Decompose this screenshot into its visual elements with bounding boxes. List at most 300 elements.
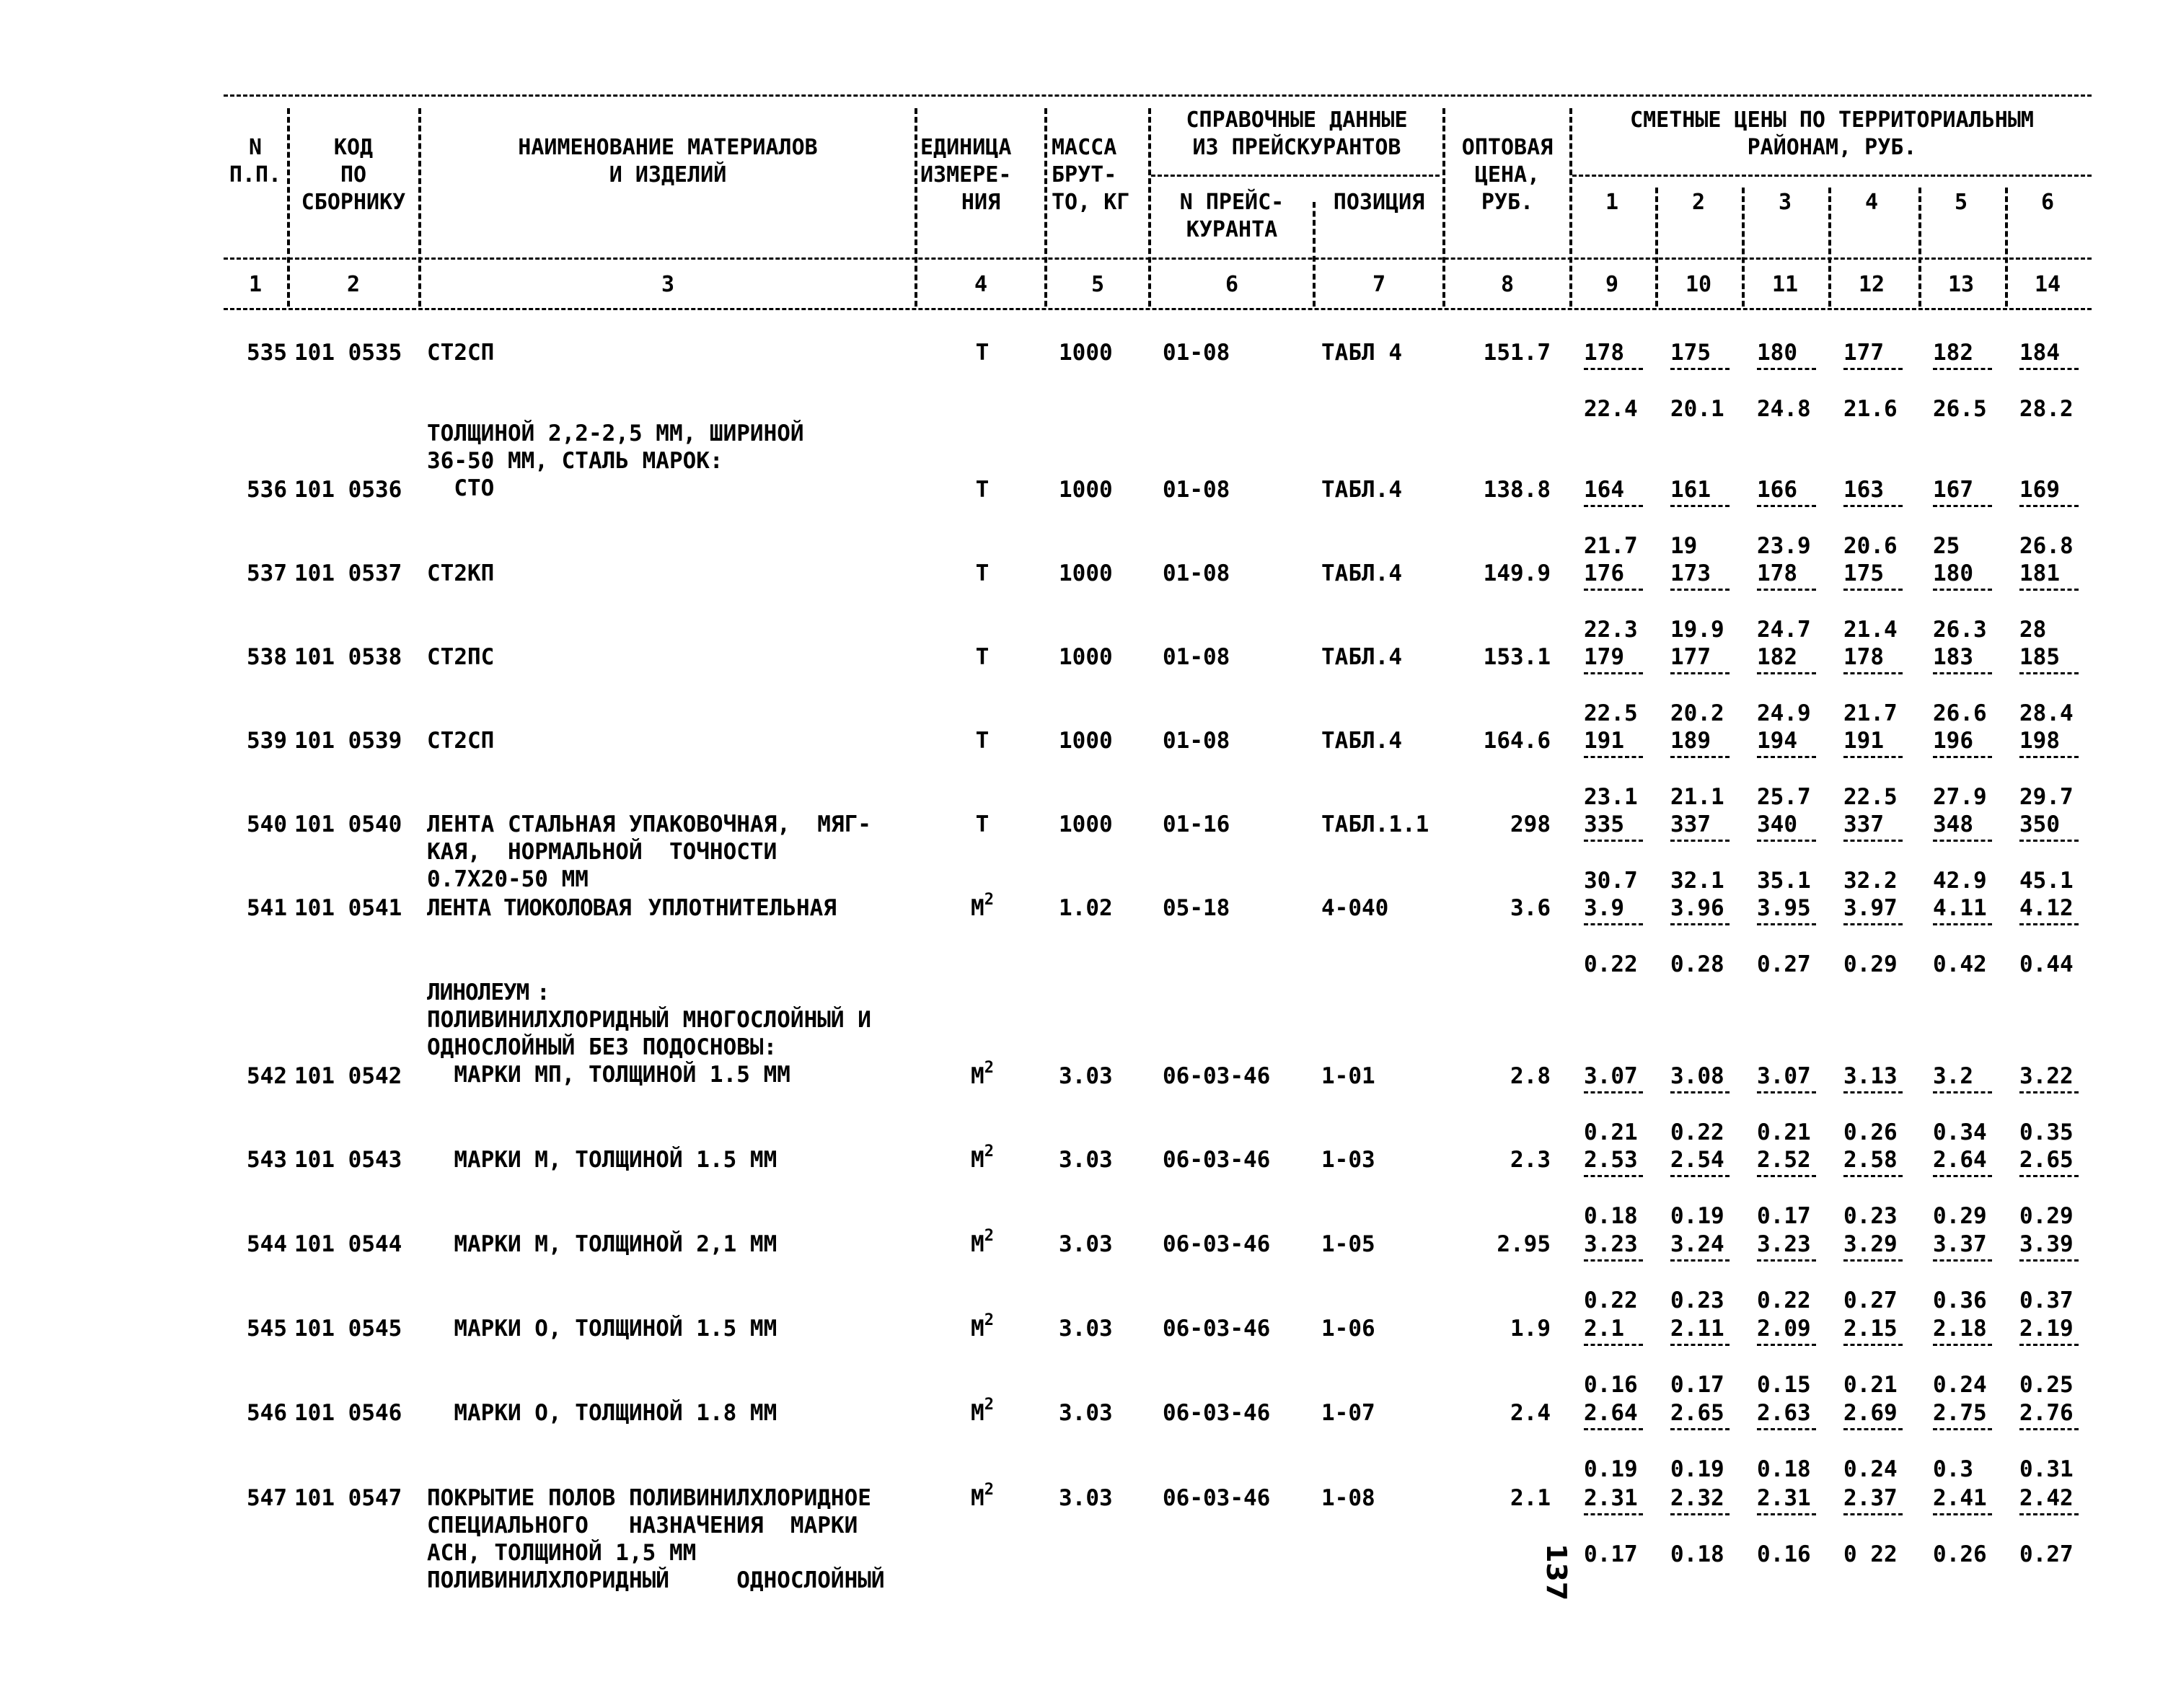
region-price-bottom: 22.3 [1584, 617, 1638, 643]
row-code: 101 0536 [294, 477, 402, 503]
price-list-number: 06-03-46 [1163, 1485, 1271, 1511]
material-name-line: СТ2КП [427, 560, 495, 586]
region-price-bottom: 23.9 [1757, 533, 1811, 559]
region-price-bottom: 0.27 [2019, 1541, 2074, 1567]
region-price-bottom: 0.18 [1757, 1456, 1811, 1482]
region-price-top: 3.2 [1933, 1063, 1973, 1089]
column-number: 5 [1090, 272, 1105, 297]
region-price-bottom: 0.21 [1843, 1372, 1898, 1398]
material-name-line: КАЯ, НОРМАЛЬНОЙ ТОЧНОСТИ [427, 839, 777, 865]
region-price-top: 180 [1757, 340, 1797, 366]
mass-cell: 1000 [1059, 340, 1113, 366]
header-mid-rule [224, 257, 2092, 260]
wholesale-price: 138.8 [1483, 477, 1551, 503]
unit-power: 2 [984, 1395, 994, 1414]
region-price-bottom: 0.21 [1757, 1119, 1811, 1145]
region-price-bottom: 0.35 [2019, 1119, 2074, 1145]
price-list-position: ТАБЛ.4 [1321, 728, 1402, 754]
price-fraction-bar [2019, 505, 2079, 507]
row-number: 539 [247, 728, 287, 754]
mass-cell: 3.03 [1059, 1147, 1113, 1173]
region-price-bottom: 25 [1933, 533, 1960, 559]
price-fraction-bar [1933, 368, 1992, 370]
price-fraction-bar [1933, 1175, 1992, 1177]
unit-cell [932, 1395, 1033, 1427]
region-price-bottom: 0.42 [1933, 951, 1987, 977]
region-price-bottom: 24.8 [1757, 396, 1811, 422]
region-price-top: 180 [1933, 560, 1973, 586]
price-fraction-bar [1584, 589, 1643, 591]
region-price-top: 2.41 [1933, 1485, 1987, 1511]
price-list-number: 01-08 [1163, 477, 1230, 503]
region-price-top: 2.65 [1670, 1400, 1724, 1426]
region-price-top: 3.07 [1757, 1063, 1811, 1089]
region-price-top: 3.39 [2019, 1231, 2074, 1257]
row-code: 101 0541 [294, 895, 402, 921]
region-price-bottom: 27.9 [1933, 784, 1987, 810]
price-list-position: 4-040 [1321, 895, 1389, 921]
row-number: 542 [247, 1063, 287, 1089]
price-list-position: ТАБЛ.4 [1321, 644, 1402, 670]
header-n-line2: П.П. [229, 162, 282, 188]
column-number: 4 [974, 272, 988, 297]
region-price-bottom: 22.5 [1584, 700, 1638, 726]
column-number: 2 [346, 272, 361, 297]
region-price-bottom: 0.31 [2019, 1456, 2074, 1482]
region-price-top: 198 [2019, 728, 2060, 754]
region-price-top: 3.07 [1584, 1063, 1638, 1089]
region-price-top: 2.76 [2019, 1400, 2074, 1426]
header-n-line1: N [248, 135, 263, 160]
material-name-line: ОДНОСЛОЙНЫЙ БЕЗ ПОДОСНОВЫ: [427, 1034, 777, 1060]
row-code: 101 0542 [294, 1063, 402, 1089]
price-fraction-bar [1757, 923, 1816, 925]
region-price-top: 2.32 [1670, 1485, 1724, 1511]
region-price-bottom: 0.37 [2019, 1287, 2074, 1313]
header-ref-n-line2: КУРАНТА [1186, 217, 1278, 242]
region-price-top: 3.08 [1670, 1063, 1724, 1089]
price-fraction-bar [2019, 1513, 2079, 1515]
row-code: 101 0543 [294, 1147, 402, 1173]
header-unit-line3: НИЯ [961, 190, 1001, 215]
unit-text: М [971, 895, 984, 921]
price-fraction-bar [1843, 1175, 1903, 1177]
unit-cell [932, 890, 1033, 922]
unit-text: Т [975, 811, 990, 837]
price-fraction-bar [1670, 589, 1730, 591]
material-name-line: ПОКРЫТИЕ ПОЛОВ ПОЛИВИНИЛХЛОРИДНОЕ [427, 1485, 871, 1511]
material-name-line: МАРКИ МП, ТОЛЩИНОЙ 1.5 ММ [427, 1062, 790, 1088]
price-fraction-bar [2019, 1175, 2079, 1177]
region-price-bottom: 0.22 [1670, 1119, 1724, 1145]
material-name-line: СТ2СП [427, 340, 495, 366]
region-price-top: 3.23 [1584, 1231, 1638, 1257]
material-name-line: АСН, ТОЛЩИНОЙ 1,5 ММ [427, 1540, 697, 1566]
region-price-bottom: 0.3 [1933, 1456, 1973, 1482]
price-fraction-bar [1670, 1175, 1730, 1177]
region-price-bottom: 21.6 [1843, 396, 1898, 422]
wholesale-price: 149.9 [1483, 560, 1551, 586]
unit-text: М [971, 1400, 984, 1426]
material-name-line: ПОЛИВИНИЛХЛОРИДНЫЙ ОДНОСЛОЙНЫЙ [427, 1567, 885, 1593]
region-price-bottom: 0.23 [1670, 1287, 1724, 1313]
row-number: 535 [247, 340, 287, 366]
row-code: 101 0537 [294, 560, 402, 586]
unit-text: Т [975, 728, 990, 754]
price-fraction-bar [1584, 1259, 1643, 1262]
column-number: 9 [1605, 272, 1619, 297]
price-fraction-bar [1843, 1428, 1903, 1430]
unit-text: Т [975, 477, 990, 503]
price-fraction-bar [1670, 840, 1730, 842]
unit-text: М [971, 1231, 984, 1257]
region-price-bottom: 0.16 [1584, 1372, 1638, 1398]
material-name-line: 36-50 ММ, СТАЛЬ МАРОК: [427, 448, 723, 474]
region-price-bottom: 0.28 [1670, 951, 1724, 977]
region-price-top: 350 [2019, 811, 2060, 837]
region-price-top: 335 [1584, 811, 1624, 837]
price-fraction-bar [1670, 672, 1730, 674]
region-price-bottom: 0.22 [1584, 1287, 1638, 1313]
price-fraction-bar [2019, 1091, 2079, 1093]
region-price-top: 173 [1670, 560, 1711, 586]
region-price-top: 2.31 [1757, 1485, 1811, 1511]
unit-cell [932, 1058, 1033, 1090]
wholesale-price: 1.9 [1510, 1316, 1551, 1342]
mass-cell: 1000 [1059, 811, 1113, 837]
header-mass-line1: МАССА [1052, 135, 1117, 160]
wholesale-price: 2.3 [1510, 1147, 1551, 1173]
region-price-top: 179 [1584, 644, 1624, 670]
region-price-top: 2.65 [2019, 1147, 2074, 1173]
region-price-bottom: 20.6 [1843, 533, 1898, 559]
region-price-top: 3.95 [1757, 895, 1811, 921]
header-ref-line2: ИЗ ПРЕЙСКУРАНТОВ [1192, 135, 1401, 160]
region-price-top: 4.12 [2019, 895, 2074, 921]
material-name-line: МАРКИ О, ТОЛЩИНОЙ 1.5 ММ [427, 1316, 777, 1342]
region-price-top: 2.15 [1843, 1316, 1898, 1342]
region-price-bottom: 42.9 [1933, 868, 1987, 894]
header-ref-pos: ПОЗИЦИЯ [1333, 190, 1425, 215]
price-list-position: ТАБЛ.1.1 [1321, 811, 1429, 837]
region-price-top: 3.9 [1584, 895, 1624, 921]
price-list-number: 05-18 [1163, 895, 1230, 921]
region-price-top: 3.97 [1843, 895, 1898, 921]
region-price-top: 2.75 [1933, 1400, 1987, 1426]
column-number: 1 [248, 272, 263, 297]
price-list-number: 06-03-46 [1163, 1231, 1271, 1257]
material-name-line: СТ2ПС [427, 644, 495, 670]
region-price-top: 2.63 [1757, 1400, 1811, 1426]
row-code: 101 0547 [294, 1485, 402, 1511]
row-code: 101 0538 [294, 644, 402, 670]
region-price-top: 2.54 [1670, 1147, 1724, 1173]
price-fraction-bar [1843, 672, 1903, 674]
price-fraction-bar [1584, 1344, 1643, 1346]
region-price-bottom: 21.1 [1670, 784, 1724, 810]
region-price-top: 340 [1757, 811, 1797, 837]
row-code: 101 0545 [294, 1316, 402, 1342]
mass-cell: 3.03 [1059, 1316, 1113, 1342]
unit-cell [932, 1142, 1033, 1174]
region-price-top: 2.18 [1933, 1316, 1987, 1342]
price-fraction-bar [1757, 368, 1816, 370]
region-price-bottom: 26.6 [1933, 700, 1987, 726]
region-price-top: 184 [2019, 340, 2060, 366]
price-list-position: 1-01 [1321, 1063, 1375, 1089]
unit-power: 2 [984, 1480, 994, 1499]
header-name-line2: И ИЗДЕЛИЙ [609, 162, 727, 188]
region-price-top: 177 [1843, 340, 1884, 366]
unit-cell [932, 1226, 1033, 1258]
region-price-top: 181 [2019, 560, 2060, 586]
region-price-bottom: 0.22 [1584, 951, 1638, 977]
region-price-bottom: 0.21 [1584, 1119, 1638, 1145]
region-price-top: 164 [1584, 477, 1624, 503]
mass-cell: 1.02 [1059, 895, 1113, 921]
region-price-top: 3.96 [1670, 895, 1724, 921]
region-price-top: 3.24 [1670, 1231, 1724, 1257]
price-fraction-bar [1757, 672, 1816, 674]
header-divider [1655, 188, 1658, 307]
region-price-bottom: 45.1 [2019, 868, 2074, 894]
price-fraction-bar [1757, 1513, 1816, 1515]
price-fraction-bar [1584, 368, 1643, 370]
region-price-top: 2.09 [1757, 1316, 1811, 1342]
price-fraction-bar [1933, 1091, 1992, 1093]
region-price-bottom: 20.2 [1670, 700, 1724, 726]
region-price-top: 2.64 [1584, 1400, 1638, 1426]
row-code: 101 0539 [294, 728, 402, 754]
material-name-line: ТОЛЩИНОЙ 2,2-2,5 ММ, ШИРИНОЙ [427, 421, 804, 446]
column-number: 10 [1685, 272, 1712, 297]
price-list-number: 06-03-46 [1163, 1147, 1271, 1173]
row-number: 543 [247, 1147, 287, 1173]
price-fraction-bar [1843, 840, 1903, 842]
price-fraction-bar [1757, 1259, 1816, 1262]
price-list-position: ТАБЛ.4 [1321, 477, 1402, 503]
region-price-bottom: 0.16 [1757, 1541, 1811, 1567]
price-list-number: 06-03-46 [1163, 1316, 1271, 1342]
region-price-top: 175 [1670, 340, 1711, 366]
unit-cell [932, 476, 1033, 503]
price-list-number: 06-03-46 [1163, 1400, 1271, 1426]
region-price-bottom: 28 [2019, 617, 2047, 643]
price-fraction-bar [1757, 589, 1816, 591]
price-list-position: 1-05 [1321, 1231, 1375, 1257]
price-fraction-bar [2019, 589, 2079, 591]
mass-cell: 3.03 [1059, 1400, 1113, 1426]
region-price-bottom: 32.1 [1670, 868, 1724, 894]
material-name-line: МАРКИ О, ТОЛЩИНОЙ 1.8 ММ [427, 1400, 777, 1426]
price-fraction-bar [1670, 1428, 1730, 1430]
wholesale-price: 298 [1510, 811, 1551, 837]
price-fraction-bar [1670, 756, 1730, 758]
region-price-top: 2.42 [2019, 1485, 2074, 1511]
header-ref-line1: СПРАВОЧНЫЕ ДАННЫЕ [1186, 107, 1408, 133]
material-name-line: МАРКИ М, ТОЛЩИНОЙ 1.5 ММ [427, 1147, 777, 1173]
region-price-bottom: 0.25 [2019, 1372, 2074, 1398]
wholesale-price: 164.6 [1483, 728, 1551, 754]
region-price-top: 3.23 [1757, 1231, 1811, 1257]
price-fraction-bar [1584, 840, 1643, 842]
region-price-bottom: 19 [1670, 533, 1698, 559]
region-price-bottom: 0.17 [1670, 1372, 1724, 1398]
unit-text: М [971, 1147, 984, 1173]
unit-power: 2 [984, 890, 994, 909]
region-price-bottom: 0.36 [1933, 1287, 1987, 1313]
unit-cell [932, 560, 1033, 587]
mass-cell: 1000 [1059, 644, 1113, 670]
column-number: 11 [1771, 272, 1799, 297]
region-price-bottom: 0.19 [1670, 1456, 1724, 1482]
region-price-bottom: 20.1 [1670, 396, 1724, 422]
region-price-top: 2.31 [1584, 1485, 1638, 1511]
unit-text: Т [975, 560, 990, 586]
mass-cell: 3.03 [1059, 1231, 1113, 1257]
region-price-bottom: 23.1 [1584, 784, 1638, 810]
region-price-top: 161 [1670, 477, 1711, 503]
row-number: 541 [247, 895, 287, 921]
price-fraction-bar [1843, 756, 1903, 758]
header-regions-line2: РАЙОНАМ, РУБ. [1747, 135, 1917, 160]
price-list-number: 01-08 [1163, 644, 1230, 670]
row-number: 544 [247, 1231, 287, 1257]
price-fraction-bar [1843, 923, 1903, 925]
region-price-bottom: 35.1 [1757, 868, 1811, 894]
price-fraction-bar [1933, 1513, 1992, 1515]
price-list-position: ТАБЛ.4 [1321, 560, 1402, 586]
price-list-number: 01-16 [1163, 811, 1230, 837]
unit-text: М [971, 1063, 984, 1089]
header-divider [1742, 188, 1745, 307]
price-fraction-bar [1670, 1091, 1730, 1093]
price-fraction-bar [1843, 1091, 1903, 1093]
price-fraction-bar [2019, 756, 2079, 758]
region-price-top: 337 [1670, 811, 1711, 837]
region-price-top: 178 [1757, 560, 1797, 586]
header-unit-line2: ИЗМЕРЕ- [920, 162, 1012, 188]
region-price-bottom: 0.24 [1933, 1372, 1987, 1398]
region-price-bottom: 0.24 [1843, 1456, 1898, 1482]
price-list-position: 1-07 [1321, 1400, 1375, 1426]
header-divider [1828, 188, 1831, 307]
region-price-bottom: 0.18 [1670, 1541, 1724, 1567]
unit-power: 2 [984, 1142, 994, 1161]
material-name-line: ЛЕНТА СТАЛЬНАЯ УПАКОВОЧНАЯ, МЯГ- [427, 811, 871, 837]
price-fraction-bar [2019, 1259, 2079, 1262]
price-fraction-bar [1670, 1344, 1730, 1346]
region-number: 5 [1954, 190, 1968, 215]
price-list-number: 01-08 [1163, 728, 1230, 754]
wholesale-price: 2.4 [1510, 1400, 1551, 1426]
price-fraction-bar [1933, 923, 1992, 925]
region-price-bottom: 0.18 [1584, 1203, 1638, 1229]
unit-cell [932, 811, 1033, 838]
material-name-line: СТ2СП [427, 728, 495, 754]
region-price-top: 175 [1843, 560, 1884, 586]
region-price-top: 2.19 [2019, 1316, 2074, 1342]
price-fraction-bar [2019, 840, 2079, 842]
region-price-top: 178 [1843, 644, 1884, 670]
region-price-bottom: 28.4 [2019, 700, 2074, 726]
unit-cell [932, 1480, 1033, 1512]
header-ref-n-line1: N ПРЕЙС- [1179, 190, 1285, 215]
column-number: 8 [1500, 272, 1515, 297]
price-fraction-bar [1933, 1344, 1992, 1346]
region-price-top: 182 [1933, 340, 1973, 366]
region-price-bottom: 22.4 [1584, 396, 1638, 422]
header-bottom-rule [224, 308, 2092, 310]
row-number: 540 [247, 811, 287, 837]
price-fraction-bar [1757, 505, 1816, 507]
region-price-top: 4.11 [1933, 895, 1987, 921]
region-price-top: 2.64 [1933, 1147, 1987, 1173]
region-price-bottom: 0.27 [1843, 1287, 1898, 1313]
region-price-bottom: 0.19 [1584, 1456, 1638, 1482]
price-list-number: 01-08 [1163, 560, 1230, 586]
ref-subheader-rule [1151, 175, 1440, 177]
price-fraction-bar [1584, 756, 1643, 758]
unit-text: М [971, 1485, 984, 1511]
wholesale-price: 2.95 [1497, 1231, 1551, 1257]
regions-subheader-rule [1572, 175, 2092, 177]
row-code: 101 0544 [294, 1231, 402, 1257]
price-fraction-bar [1584, 1175, 1643, 1177]
wholesale-price: 153.1 [1483, 644, 1551, 670]
region-price-bottom: 29.7 [2019, 784, 2074, 810]
column-number: 7 [1372, 272, 1386, 297]
header-mass-line2: БРУТ- [1052, 162, 1117, 188]
row-number: 546 [247, 1400, 287, 1426]
wholesale-price: 3.6 [1510, 895, 1551, 921]
page-number: 137 [1541, 1544, 1572, 1601]
region-price-top: 2.52 [1757, 1147, 1811, 1173]
region-price-top: 196 [1933, 728, 1973, 754]
price-fraction-bar [2019, 672, 2079, 674]
header-wholesale-line1: ОПТОВАЯ [1461, 135, 1554, 160]
region-price-top: 348 [1933, 811, 1973, 837]
header-wholesale-line2: ЦЕНА, [1474, 162, 1541, 188]
price-fraction-bar [1933, 505, 1992, 507]
region-price-bottom: 0.19 [1670, 1203, 1724, 1229]
region-price-top: 2.69 [1843, 1400, 1898, 1426]
region-price-bottom: 25.7 [1757, 784, 1811, 810]
price-fraction-bar [1933, 756, 1992, 758]
region-price-top: 178 [1584, 340, 1624, 366]
price-list-position: 1-08 [1321, 1485, 1375, 1511]
region-price-top: 185 [2019, 644, 2060, 670]
price-fraction-bar [1584, 1091, 1643, 1093]
price-fraction-bar [1933, 589, 1992, 591]
region-price-bottom: 32.2 [1843, 868, 1898, 894]
material-name-line: 0.7Х20-50 ММ [427, 866, 589, 892]
price-fraction-bar [2019, 1428, 2079, 1430]
mass-cell: 3.03 [1059, 1485, 1113, 1511]
material-name-line: МАРКИ М, ТОЛЩИНОЙ 2,1 ММ [427, 1231, 777, 1257]
price-fraction-bar [1843, 1513, 1903, 1515]
wholesale-price: 2.8 [1510, 1063, 1551, 1089]
region-price-bottom: 0.34 [1933, 1119, 1987, 1145]
column-number: 14 [2034, 272, 2061, 297]
header-code-line1: КОД [333, 135, 374, 160]
region-price-top: 3.37 [1933, 1231, 1987, 1257]
column-number: 3 [661, 272, 675, 297]
region-price-bottom: 0.29 [1843, 951, 1898, 977]
mass-cell: 1000 [1059, 477, 1113, 503]
price-fraction-bar [1584, 1428, 1643, 1430]
region-price-top: 3.13 [1843, 1063, 1898, 1089]
